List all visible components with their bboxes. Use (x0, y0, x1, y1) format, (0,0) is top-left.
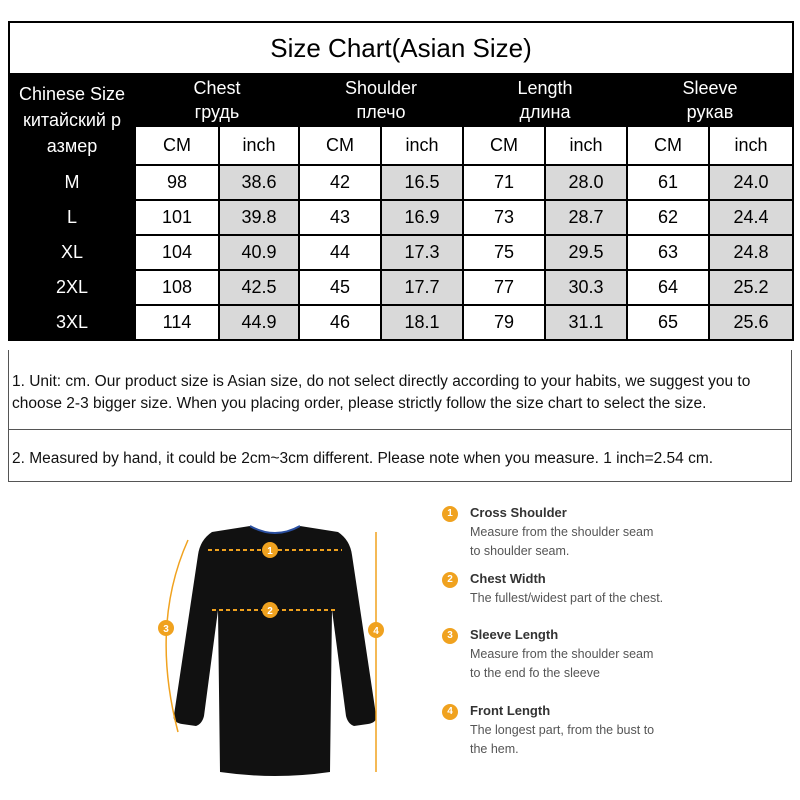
cm-value-cell: 77 (463, 270, 545, 305)
inch-value-cell: 28.0 (545, 165, 627, 200)
table-row (9, 165, 793, 200)
cm-value-cell: 65 (627, 305, 709, 340)
inch-value-cell: 24.4 (709, 200, 793, 235)
inch-value-cell: 17.3 (381, 235, 463, 270)
unit-inch-header: inch (381, 126, 463, 165)
inch-value-cell: 28.7 (545, 200, 627, 235)
measurement-legend (440, 503, 780, 767)
notes-divider (8, 429, 792, 430)
cm-value-cell: 44 (299, 235, 381, 270)
size-label: L (9, 200, 135, 235)
inch-value-cell: 25.2 (709, 270, 793, 305)
legend-title: Sleeve Length (470, 627, 559, 642)
cm-value-cell: 98 (135, 165, 219, 200)
legend-item-cross-shoulder (440, 503, 780, 569)
legend-description: Measure from the shoulder seam to shoulder seam. (470, 525, 654, 558)
svg-text:3: 3 (163, 624, 169, 635)
legend-description: The longest part, from the bust to the hem. (470, 723, 655, 756)
table-row (9, 305, 793, 340)
size-label: XL (9, 235, 135, 270)
size-label: M (9, 165, 135, 200)
legend-title: Chest Width (470, 571, 546, 586)
svg-text:2: 2 (267, 606, 273, 617)
inch-value-cell: 40.9 (219, 235, 299, 270)
cm-value-cell: 79 (463, 305, 545, 340)
unit-cm-header: CM (299, 126, 381, 165)
cm-value-cell: 75 (463, 235, 545, 270)
svg-text:1: 1 (267, 546, 273, 557)
cm-value-cell: 45 (299, 270, 381, 305)
length-header: Length длина (463, 74, 627, 126)
inch-value-cell: 18.1 (381, 305, 463, 340)
table-row (9, 200, 793, 235)
svg-text:4: 4 (373, 626, 379, 637)
inch-value-cell: 42.5 (219, 270, 299, 305)
legend-number-4: 4 (442, 704, 458, 720)
legend-item-sleeve-length (440, 625, 780, 701)
unit-cm-header: CM (627, 126, 709, 165)
note-unit: 1. Unit: cm. Our product size is Asian size, do not select directly according to your habits, we suggest you to choose 2-3 bigger size. When you placing order, please strictly follow the size chart to select the size. (12, 373, 751, 412)
legend-number-1: 1 (442, 506, 458, 522)
cm-value-cell: 104 (135, 235, 219, 270)
inch-value-cell: 17.7 (381, 270, 463, 305)
sleeve-header: Sleeve рукав (627, 74, 793, 126)
legend-description: Measure from the shoulder seam to the end fo the sleeve (470, 647, 654, 680)
cm-value-cell: 62 (627, 200, 709, 235)
chest-header: Chest грудь (135, 74, 299, 126)
inch-value-cell: 24.8 (709, 235, 793, 270)
cm-value-cell: 108 (135, 270, 219, 305)
unit-inch-header: inch (709, 126, 793, 165)
cm-value-cell: 64 (627, 270, 709, 305)
size-column-header: Chinese Size китайский р азмер (9, 74, 135, 165)
inch-value-cell: 25.6 (709, 305, 793, 340)
inch-value-cell: 29.5 (545, 235, 627, 270)
legend-description: The fullest/widest part of the chest. (470, 591, 664, 605)
cm-value-cell: 61 (627, 165, 709, 200)
cm-value-cell: 42 (299, 165, 381, 200)
inch-value-cell: 38.6 (219, 165, 299, 200)
unit-cm-header: CM (135, 126, 219, 165)
table-row (9, 235, 793, 270)
unit-cm-header: CM (463, 126, 545, 165)
inch-value-cell: 44.9 (219, 305, 299, 340)
legend-title: Cross Shoulder (470, 505, 567, 520)
cm-value-cell: 71 (463, 165, 545, 200)
size-chart-table (8, 21, 794, 341)
inch-value-cell: 24.0 (709, 165, 793, 200)
sweater-measurement-diagram (150, 510, 400, 790)
legend-item-chest-width (440, 569, 780, 625)
inch-value-cell: 39.8 (219, 200, 299, 235)
inch-value-cell: 16.9 (381, 200, 463, 235)
inch-value-cell: 31.1 (545, 305, 627, 340)
cm-value-cell: 73 (463, 200, 545, 235)
notes-bottom-border (8, 481, 792, 482)
cm-value-cell: 63 (627, 235, 709, 270)
shoulder-header: Shoulder плечо (299, 74, 463, 126)
size-label: 2XL (9, 270, 135, 305)
cm-value-cell: 114 (135, 305, 219, 340)
unit-inch-header: inch (219, 126, 299, 165)
inch-value-cell: 30.3 (545, 270, 627, 305)
cm-value-cell: 101 (135, 200, 219, 235)
chart-title: Size Chart(Asian Size) (9, 22, 793, 74)
legend-number-2: 2 (442, 572, 458, 588)
legend-item-front-length (440, 701, 780, 767)
note-measure: 2. Measured by hand, it could be 2cm~3cm different. Please note when you measure. 1 inch=2.54 cm. (12, 450, 714, 467)
sweater-shape (174, 526, 377, 776)
legend-number-3: 3 (442, 628, 458, 644)
unit-inch-header: inch (545, 126, 627, 165)
size-label: 3XL (9, 305, 135, 340)
cm-value-cell: 43 (299, 200, 381, 235)
cm-value-cell: 46 (299, 305, 381, 340)
table-row (9, 270, 793, 305)
legend-title: Front Length (470, 703, 551, 718)
inch-value-cell: 16.5 (381, 165, 463, 200)
